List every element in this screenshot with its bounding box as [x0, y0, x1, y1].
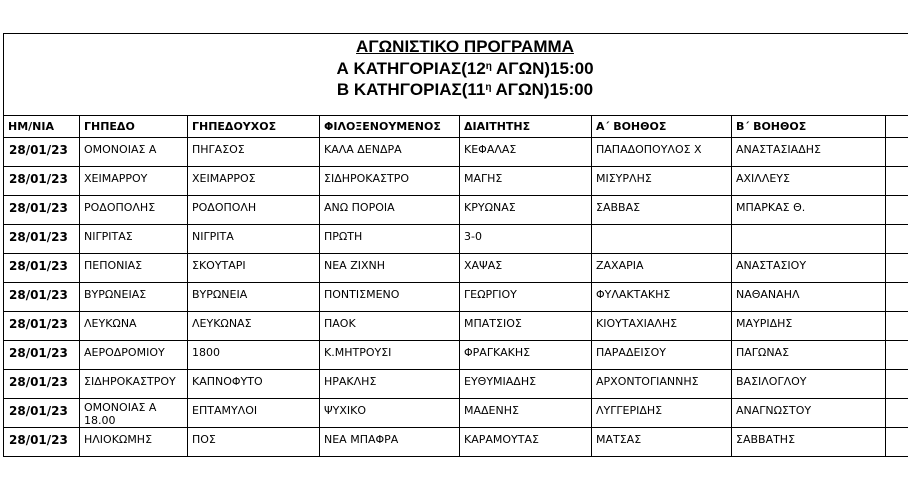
cell-date: 28/01/23	[4, 283, 80, 312]
cell-date: 28/01/23	[4, 254, 80, 283]
cell-assistant-a: ΠΑΠΑΔΟΠΟΥΛΟΣ Χ	[592, 138, 732, 167]
cell-assistant-b: ΒΑΣΙΛΟΓΛΟΥ	[732, 370, 886, 399]
cell-assistant-b: ΣΑΒΒΑΤΗΣ	[732, 428, 886, 457]
cell-assistant-a	[592, 225, 732, 254]
cell-away-team: ΝΕΑ ΖΙΧΝΗ	[320, 254, 460, 283]
category-b-line	[4, 80, 908, 103]
table-row	[4, 283, 908, 312]
cell-away-team: ΗΡΑΚΛΗΣ	[320, 370, 460, 399]
cell-date: 28/01/23	[4, 138, 80, 167]
table-row	[4, 370, 908, 399]
cell-referee: ΚΑΡΑΜΟΥΤΑΣ	[460, 428, 592, 457]
cell-away-team: ΚΑΛΑ ΔΕΝΔΡΑ	[320, 138, 460, 167]
cell-extra	[886, 167, 908, 196]
cell-field: ΠΕΠΟΝΙΑΣ	[80, 254, 188, 283]
table-row	[4, 138, 908, 167]
category-b-suffix: ΑΓΩΝ)15:00	[491, 80, 594, 99]
cell-field: ΡΟΔΟΠΟΛΗΣ	[80, 196, 188, 225]
cell-assistant-b: ΑΝΑΣΤΑΣΙΟΥ	[732, 254, 886, 283]
cell-extra	[886, 312, 908, 341]
cell-home-team: ΚΑΠΝΟΦΥΤΟ	[188, 370, 320, 399]
cell-assistant-b: ΑΝΑΣΤΑΣΙΑΔΗΣ	[732, 138, 886, 167]
cell-extra	[886, 254, 908, 283]
column-header-field: ΓΗΠΕΔΟ	[80, 116, 188, 138]
cell-assistant-b: ΠΑΓΩΝΑΣ	[732, 341, 886, 370]
category-b-prefix: Β ΚΑΤΗΓΟΡΙΑΣ(11	[336, 80, 486, 99]
cell-date: 28/01/23	[4, 399, 80, 428]
cell-referee: ΚΕΦΑΛΑΣ	[460, 138, 592, 167]
cell-away-team: ΝΕΑ ΜΠΑΦΡΑ	[320, 428, 460, 457]
table-row	[4, 167, 908, 196]
cell-home-team: ΕΠΤΑΜΥΛΟΙ	[188, 399, 320, 428]
cell-away-team: ΠΟΝΤΙΣΜΕΝΟ	[320, 283, 460, 312]
cell-home-team: ΒΥΡΩΝΕΙΑ	[188, 283, 320, 312]
cell-assistant-b: ΑΝΑΓΝΩΣΤΟΥ	[732, 399, 886, 428]
cell-referee: ΧΑΨΑΣ	[460, 254, 592, 283]
cell-field: ΟΜΟΝΟΙΑΣ Α 18.00	[80, 399, 188, 428]
cell-date: 28/01/23	[4, 428, 80, 457]
cell-home-team: ΠΗΓΑΣΟΣ	[188, 138, 320, 167]
cell-assistant-a: ΠΑΡΑΔΕΙΣΟΥ	[592, 341, 732, 370]
cell-home-team: ΝΙΓΡΙΤΑ	[188, 225, 320, 254]
cell-assistant-a: ΣΑΒΒΑΣ	[592, 196, 732, 225]
cell-home-team: ΠΟΣ	[188, 428, 320, 457]
cell-home-team: ΣΚΟΥΤΑΡΙ	[188, 254, 320, 283]
cell-extra	[886, 399, 908, 428]
category-a-prefix: Α ΚΑΤΗΓΟΡΙΑΣ(12	[336, 59, 486, 78]
cell-away-team: ΑΝΩ ΠΟΡΟΙΑ	[320, 196, 460, 225]
cell-home-team: ΛΕΥΚΩΝΑΣ	[188, 312, 320, 341]
cell-away-team: Κ.ΜΗΤΡΟΥΣΙ	[320, 341, 460, 370]
column-header-assistant-a: Α΄ ΒΟΗΘΟΣ	[592, 116, 732, 138]
cell-assistant-b: ΜΑΥΡΙΔΗΣ	[732, 312, 886, 341]
cell-date: 28/01/23	[4, 341, 80, 370]
cell-away-team: ΠΡΩΤΗ	[320, 225, 460, 254]
cell-date: 28/01/23	[4, 167, 80, 196]
cell-referee: ΜΑΓΗΣ	[460, 167, 592, 196]
cell-referee: ΓΕΩΡΓΙΟΥ	[460, 283, 592, 312]
cell-assistant-a: ΛΥΓΓΕΡΙΔΗΣ	[592, 399, 732, 428]
cell-assistant-a: ΖΑΧΑΡΙΑ	[592, 254, 732, 283]
cell-field: ΛΕΥΚΩΝΑ	[80, 312, 188, 341]
cell-home-team: ΡΟΔΟΠΟΛΗ	[188, 196, 320, 225]
schedule-document	[3, 33, 908, 490]
cell-field: ΣΙΔΗΡΟΚΑΣΤΡΟΥ	[80, 370, 188, 399]
cell-referee: ΕΥΘΥΜΙΑΔΗΣ	[460, 370, 592, 399]
cell-extra	[886, 138, 908, 167]
cell-extra	[886, 196, 908, 225]
cell-extra	[886, 370, 908, 399]
column-header-assistant-b: Β΄ ΒΟΗΘΟΣ	[732, 116, 886, 138]
cell-away-team: ΣΙΔΗΡΟΚΑΣΤΡΟ	[320, 167, 460, 196]
column-header-date: ΗΜ/ΝΙΑ	[4, 116, 80, 138]
column-header-extra	[886, 116, 908, 138]
column-header-home: ΓΗΠΕΔΟΥΧΟΣ	[188, 116, 320, 138]
cell-assistant-a: ΚΙΟΥΤΑΧΙΑΛΗΣ	[592, 312, 732, 341]
cell-assistant-b: ΝΑΘΑΝΑΗΛ	[732, 283, 886, 312]
cell-referee: ΚΡΥΩΝΑΣ	[460, 196, 592, 225]
cell-assistant-b: ΑΧΙΛΛΕΥΣ	[732, 167, 886, 196]
cell-extra	[886, 428, 908, 457]
cell-assistant-a: ΦΥΛΑΚΤΑΚΗΣ	[592, 283, 732, 312]
table-row	[4, 254, 908, 283]
cell-home-team: ΧΕΙΜΑΡΡΟΣ	[188, 167, 320, 196]
cell-referee: ΜΑΔΕΝΗΣ	[460, 399, 592, 428]
cell-referee: 3-0	[460, 225, 592, 254]
cell-assistant-a: ΜΑΤΣΑΣ	[592, 428, 732, 457]
cell-date: 28/01/23	[4, 196, 80, 225]
cell-referee: ΦΡΑΓΚΑΚΗΣ	[460, 341, 592, 370]
header-box	[3, 33, 908, 116]
schedule-table	[3, 115, 908, 457]
cell-assistant-a: ΜΙΣΥΡΛΗΣ	[592, 167, 732, 196]
cell-extra	[886, 283, 908, 312]
cell-away-team: ΠΑΟΚ	[320, 312, 460, 341]
column-header-away: ΦΙΛΟΞΕΝΟΥΜΕΝΟΣ	[320, 116, 460, 138]
cell-date: 28/01/23	[4, 370, 80, 399]
cell-assistant-a: ΑΡΧΟΝΤΟΓΙΑΝΝΗΣ	[592, 370, 732, 399]
cell-field: ΑΕΡΟΔΡΟΜΙΟΥ	[80, 341, 188, 370]
table-row	[4, 399, 908, 428]
category-a-line	[4, 59, 908, 82]
cell-assistant-b: ΜΠΑΡΚΑΣ Θ.	[732, 196, 886, 225]
table-row	[4, 428, 908, 457]
category-a-sup: η	[485, 61, 492, 72]
cell-extra	[886, 225, 908, 254]
table-row	[4, 196, 908, 225]
table-row	[4, 225, 908, 254]
category-a-suffix: ΑΓΩΝ)15:00	[491, 59, 594, 78]
cell-home-team: 1800	[188, 341, 320, 370]
cell-referee: ΜΠΑΤΣΙΟΣ	[460, 312, 592, 341]
table-row	[4, 341, 908, 370]
cell-date: 28/01/23	[4, 312, 80, 341]
cell-field: ΝΙΓΡΙΤΑΣ	[80, 225, 188, 254]
table-row	[4, 312, 908, 341]
column-header-referee: ΔΙΑΙΤΗΤΗΣ	[460, 116, 592, 138]
cell-field: ΗΛΙΟΚΩΜΗΣ	[80, 428, 188, 457]
document-title: ΑΓΩΝΙΣΤΙΚΟ ΠΡΟΓΡΑΜΜΑ	[356, 37, 574, 56]
cell-field: ΟΜΟΝΟΙΑΣ Α	[80, 138, 188, 167]
cell-away-team: ΨΥΧΙΚΟ	[320, 399, 460, 428]
cell-field: ΧΕΙΜΑΡΡΟΥ	[80, 167, 188, 196]
cell-extra	[886, 341, 908, 370]
cell-field: ΒΥΡΩΝΕΙΑΣ	[80, 283, 188, 312]
cell-assistant-b	[732, 225, 886, 254]
table-header-row	[4, 116, 908, 138]
cell-date: 28/01/23	[4, 225, 80, 254]
category-b-sup: η	[485, 82, 492, 93]
